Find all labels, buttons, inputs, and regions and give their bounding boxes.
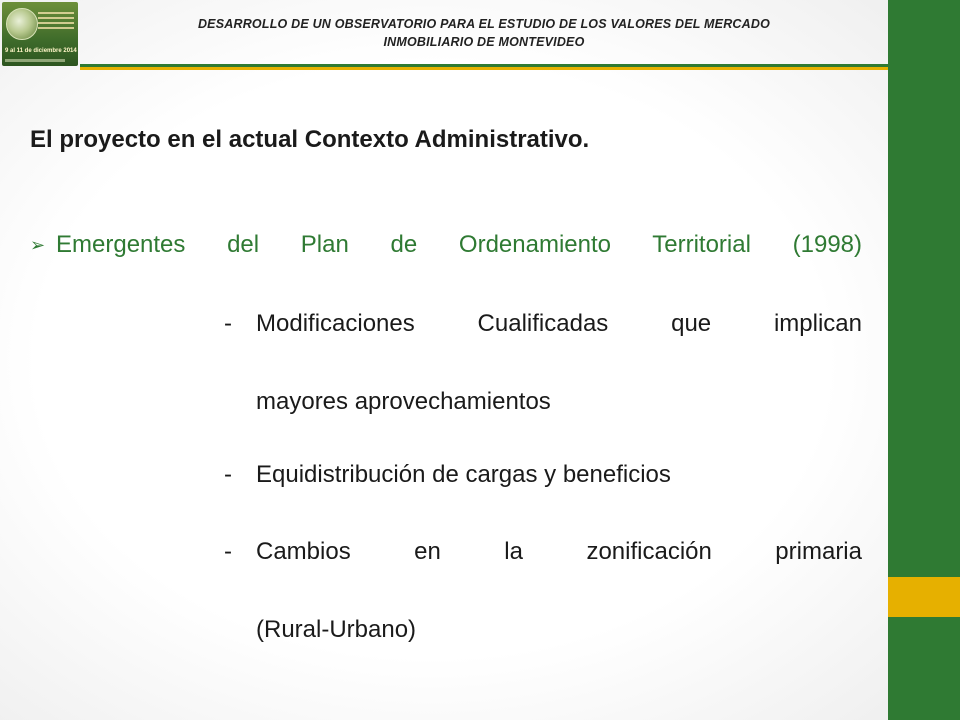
main-bullet bbox=[30, 231, 862, 259]
arrow-right-icon: ➢ bbox=[30, 234, 46, 255]
logo-date: 9 al 11 de diciembre 2014 bbox=[5, 48, 77, 54]
sub-item-1-line-2: mayores aprovechamientos bbox=[256, 388, 551, 415]
sub-item-dash: - bbox=[224, 310, 232, 337]
logo-text-lines bbox=[38, 12, 74, 32]
sub-item-dash: - bbox=[224, 461, 232, 488]
header-title-line-2: INMOBILIARIO DE MONTEVIDEO bbox=[383, 35, 585, 49]
sub-item-dash: - bbox=[224, 538, 232, 565]
sub-item-1-line-1: Modificaciones Cualificadas que implican bbox=[256, 310, 862, 337]
right-decor-bar-gold bbox=[888, 577, 960, 617]
sub-item-3-line-2: (Rural-Urbano) bbox=[256, 616, 417, 643]
main-bullet-text: Emergentes del Plan de Ordenamiento Territorial (1998) bbox=[56, 231, 862, 258]
header-rule-gold bbox=[80, 67, 888, 70]
sub-item-3-line-1: Cambios en la zonificación primaria bbox=[256, 538, 862, 565]
slide-title: El proyecto en el actual Contexto Administrativo. bbox=[30, 126, 590, 153]
header-title-line-1: DESARROLLO DE UN OBSERVATORIO PARA EL ESTUDIO DE LOS VALORES DEL MERCADO bbox=[197, 17, 771, 31]
right-decor-bar-green-bottom bbox=[888, 617, 960, 720]
globe-logo-icon bbox=[6, 8, 38, 40]
right-decor-bar-green-top bbox=[888, 0, 960, 577]
congress-logo bbox=[2, 2, 78, 66]
sub-item-2-line-1: Equidistribución de cargas y beneficios bbox=[256, 461, 671, 488]
header-title bbox=[80, 15, 888, 51]
